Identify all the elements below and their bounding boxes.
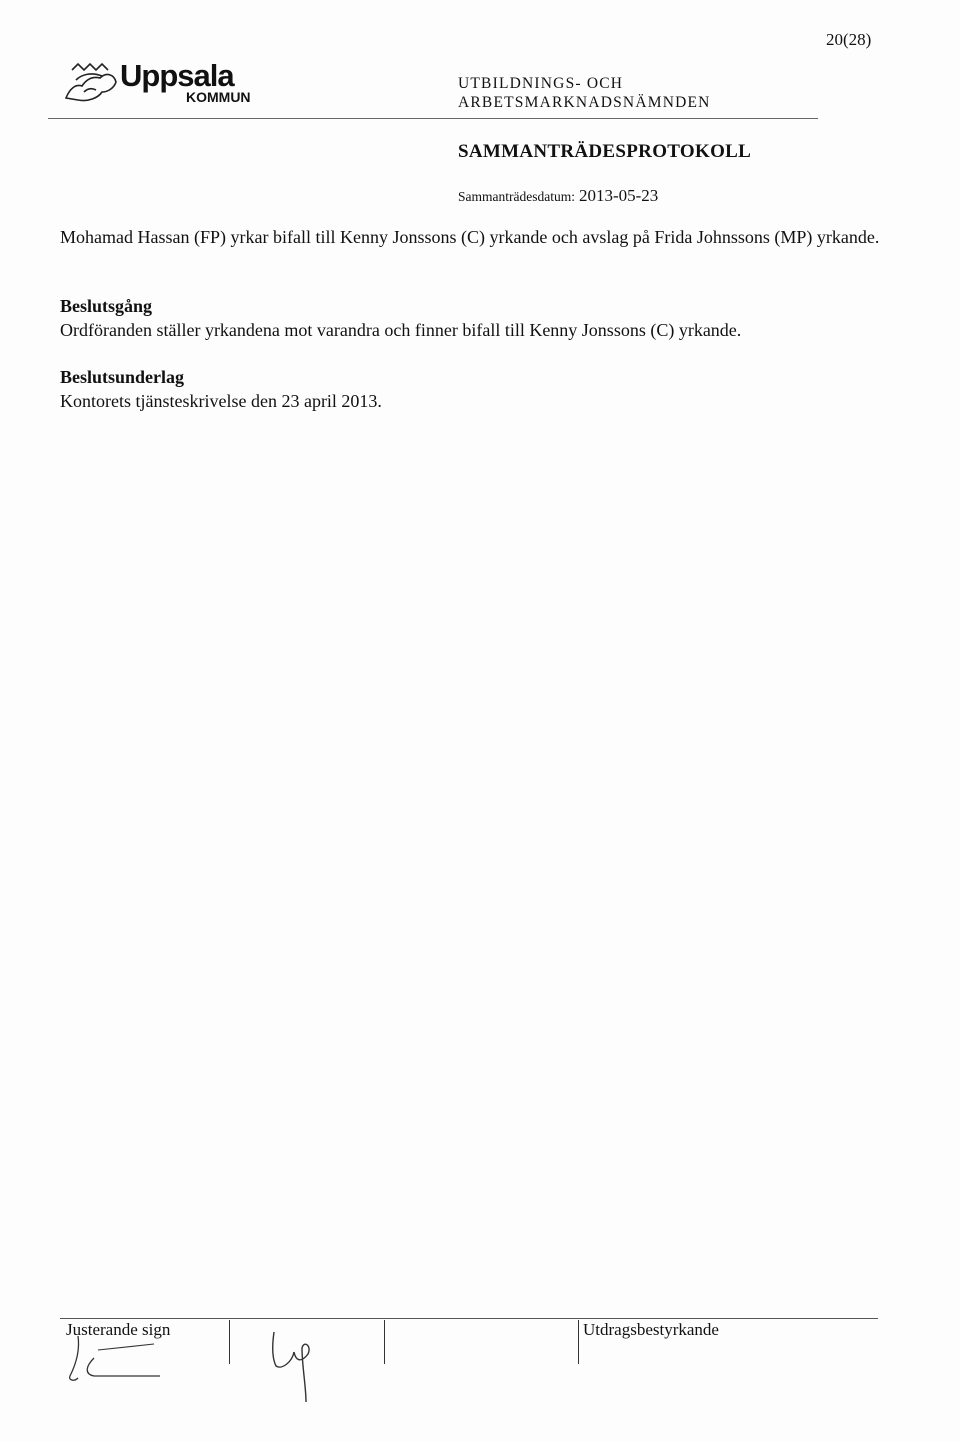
footer-separator-1 — [229, 1320, 230, 1364]
header-divider — [48, 118, 818, 119]
organization-name — [458, 74, 711, 112]
decision-paragraph: Ordföranden ställer yrkandena mot varandra och finner bifall till Kenny Jonssons (C) yrkande. — [60, 320, 742, 340]
org-line-2: ARBETSMARKNADSNÄMNDEN — [458, 94, 711, 111]
meeting-date-value: 2013-05-23 — [578, 186, 659, 205]
motion-paragraph: Mohamad Hassan (FP) yrkar bifall till Kenny Jonssons (C) yrkande och avslag på Frida Johnssons (MP) yrkande. — [60, 227, 880, 247]
logo-wordmark: Uppsala — [120, 58, 234, 93]
footer-divider — [60, 1318, 878, 1319]
heading-beslutsgang: Beslutsgång — [60, 296, 153, 316]
meeting-date — [458, 186, 658, 206]
org-line-1: UTBILDNINGS- OCH — [458, 75, 624, 92]
footer-separator-3 — [578, 1320, 579, 1364]
document-title: SAMMANTRÄDESPROTOKOLL — [458, 141, 752, 162]
footer-separator-2 — [384, 1320, 385, 1364]
page-number: 20(28) — [826, 30, 872, 49]
heading-beslutsunderlag: Beslutsunderlag — [60, 367, 185, 387]
utdragsbestyrkande-label: Utdragsbestyrkande — [583, 1320, 719, 1339]
meeting-date-label: Sammanträdesdatum: — [458, 189, 575, 204]
logo-subtext: KOMMUN — [186, 89, 251, 105]
justerande-sign-label: Justerande sign — [66, 1320, 171, 1339]
signature-2 — [262, 1326, 342, 1406]
basis-paragraph: Kontorets tjänsteskrivelse den 23 april 2013. — [60, 391, 382, 411]
